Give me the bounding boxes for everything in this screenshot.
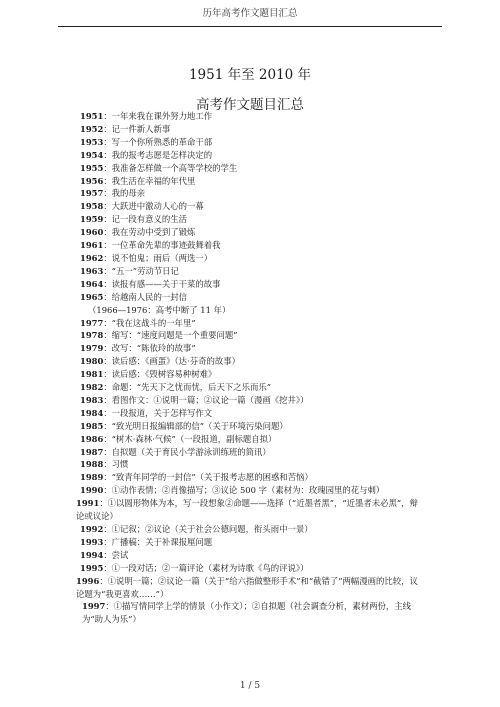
entry-1980 <box>80 355 422 368</box>
entry-text: ：给越南人民的一封信 <box>103 291 188 302</box>
entry-1951 <box>80 110 422 123</box>
entry-year: 1953 <box>80 136 104 147</box>
entry-year: 1984 <box>80 407 104 418</box>
entry-text: ：“致青年同学的一封信”（关于报考志愿的困惑和苦恼） <box>103 472 313 483</box>
entry-text: ：①动作表情；②肖像描写；③议论 500 字（素材为：玫瑰园里的花与刺） <box>103 485 385 496</box>
entry-text: ：广播稿：关于补课报厘问题 <box>103 536 213 547</box>
entry-1995 <box>80 562 422 575</box>
entry-1994 <box>80 549 422 562</box>
entry-text: ：①以圆形物体为本，写一段想象②命题——选择（“近墨者黑”，“近墨者未必黑”，辩论或议论） <box>76 498 418 522</box>
entry-year: 1977 <box>80 317 104 328</box>
entry-text: ：缩写：“速度问题是一个重要问题” <box>103 330 238 341</box>
entry-1961 <box>80 239 422 252</box>
entry-text: ：看图作文：①说明一篇；②议论一篇（漫画《挖井》） <box>103 394 309 405</box>
entry-text: ：说不怕鬼；雨后（两选一） <box>103 252 213 263</box>
entry-text: ：读后感：《画蛋》（达·芬奇的故事） <box>103 356 240 367</box>
entry-1952 <box>80 123 422 136</box>
entry-year: 1955 <box>80 162 104 173</box>
entry-text: ：我生活在幸福的年代里 <box>103 175 196 186</box>
entry-1997 <box>76 600 422 626</box>
entry-text: ：一位革命先辈的事迹鼓舞着我 <box>103 240 221 251</box>
entry-1957 <box>80 187 422 200</box>
entry-year: 1981 <box>80 369 104 380</box>
entry-text: ：我准备怎样做一个高等学校的学生 <box>103 162 238 173</box>
entry-year: 1961 <box>80 240 104 251</box>
entry-year: 1979 <box>80 343 104 354</box>
entry-text: ：“我在这战斗的一年里” <box>103 317 196 328</box>
entry-year: 1980 <box>80 356 104 367</box>
entry-text: ：我的母亲 <box>103 188 146 199</box>
entry-text: ：读报有感——关于干菜的故事 <box>103 278 221 289</box>
entry-text: （1966—1976：高考中断了 11 年） <box>88 304 231 315</box>
entry-1978 <box>80 329 422 342</box>
entry-year: 1964 <box>80 278 104 289</box>
entry-1963 <box>80 265 422 278</box>
entry-text: ：我的报考志愿是怎样决定的 <box>103 149 213 160</box>
entry-year: 1996 <box>76 575 100 586</box>
entry-year: 1958 <box>80 201 104 212</box>
entry-1954 <box>80 149 422 162</box>
entry-1989 <box>80 471 422 484</box>
title-year-range: 1951 年至 2010 年 <box>188 67 312 83</box>
entry-1962 <box>80 252 422 265</box>
entry-text: ：①说明一篇；②议论一篇（关于“给六指做整形手术”和“截错了”两幅漫画的比较，议论题为“我更喜欢……”） <box>76 575 418 599</box>
entry-1992 <box>80 523 422 536</box>
entry-year: 1983 <box>80 394 104 405</box>
entry-year: 1995 <box>80 562 104 573</box>
document-title <box>0 64 500 116</box>
entry-1955 <box>80 162 422 175</box>
entry-1965 <box>80 291 422 304</box>
entry-1982 <box>80 381 422 394</box>
entry-year: 1951 <box>80 111 104 121</box>
entry-1956 <box>80 175 422 188</box>
entry-1959 <box>80 213 422 226</box>
page-header: 历年高考作文题目汇总 <box>58 0 442 27</box>
entry-1979 <box>80 342 422 355</box>
entry-year: 1959 <box>80 214 104 225</box>
entry-year: 1989 <box>80 472 104 483</box>
entry-text: ：写一个你所熟悉的革命干部 <box>103 136 213 147</box>
entry-text: ：大跃进中激动人心的一幕 <box>103 201 204 212</box>
entry-text: ：①记叙；②议论（关于社会公德问题，衔头雨中一景） <box>103 524 313 534</box>
entry-1964 <box>80 278 422 291</box>
entry-year: 1957 <box>80 188 104 199</box>
entry-year: 1965 <box>80 291 104 302</box>
entry-year: 1978 <box>80 330 104 341</box>
entry-1984 <box>80 407 422 420</box>
entry-1987 <box>80 446 422 459</box>
entry-1953 <box>80 136 422 149</box>
entry-year: 1994 <box>80 549 104 560</box>
entry-text: ：记一件新人新事 <box>103 123 171 134</box>
entry-year: 1991 <box>76 498 100 509</box>
entry-year: 1997 <box>82 601 106 612</box>
entry-1983 <box>80 394 422 407</box>
entry-year: 1982 <box>80 382 104 393</box>
entry-text: ：改写：“陈依玲的故事” <box>103 343 196 354</box>
entry-text: ：我在劳动中受到了锻炼 <box>103 227 196 238</box>
entry-1990 <box>80 484 422 497</box>
entry-year: 1962 <box>80 252 104 263</box>
entry-year: 1992 <box>80 524 104 534</box>
entry-year: 1988 <box>80 459 104 470</box>
entry-1991 <box>76 497 422 523</box>
entry-text: ：①一段对话；②一篇评论（素材为诗歌《鸟的评说》） <box>103 562 309 573</box>
entry-year: 1993 <box>80 536 104 547</box>
entry-text: ：一年来我在课外努力地工作 <box>103 111 213 121</box>
entry-1981 <box>80 368 422 381</box>
entry-year: 1986 <box>80 433 104 444</box>
entry-1986 <box>80 433 422 446</box>
entry-text: ：①描写情同学上学的情景（小作文）；②自拟题（社会调查分析，素材两份，主线为“助人为乐”） <box>82 601 411 625</box>
entry-text: ：“树木·森林·气候”（一段报道，副标题自拟） <box>103 433 277 444</box>
entry-1996 <box>76 575 422 601</box>
entry-year: 1954 <box>80 149 104 160</box>
entry-text: ：记一段有意义的生活 <box>103 214 188 225</box>
entry-1993 <box>80 536 422 549</box>
entry-1977 <box>80 317 422 330</box>
entry-year: 1952 <box>80 123 104 134</box>
entry-text: ：自拟题（关于育民小学游泳训练班的简讯） <box>103 446 271 457</box>
entry-year: 1990 <box>80 485 104 496</box>
entry-year: 1987 <box>80 446 104 457</box>
entry-text: ：尝试 <box>103 549 129 560</box>
entry-text: ：命题：“先天下之忧而忧，后天下之乐而乐” <box>103 382 271 393</box>
entry-1988 <box>80 458 422 471</box>
entry-1958 <box>80 200 422 213</box>
entry-year: 1956 <box>80 175 104 186</box>
entry-list <box>76 110 422 626</box>
entry-text: ：“五一”劳动节日记 <box>103 265 179 276</box>
entry-gap-note <box>80 304 422 317</box>
entry-year: 1963 <box>80 265 104 276</box>
entry-1960 <box>80 226 422 239</box>
entry-1985 <box>80 420 422 433</box>
entry-text: ：“致光明日报编辑部的信”（关于环境污染问题） <box>103 420 288 431</box>
entry-year: 1960 <box>80 227 104 238</box>
entry-text: ：习惯 <box>103 459 129 470</box>
entry-text: ：一段报道，关于怎样写作文 <box>103 407 213 418</box>
entry-text: ：读后感：《毁树容易种树难》 <box>103 369 217 380</box>
title-main: 高考作文题目汇总 <box>196 97 304 113</box>
page-number: 1 / 5 <box>239 681 261 691</box>
entry-year: 1985 <box>80 420 104 431</box>
